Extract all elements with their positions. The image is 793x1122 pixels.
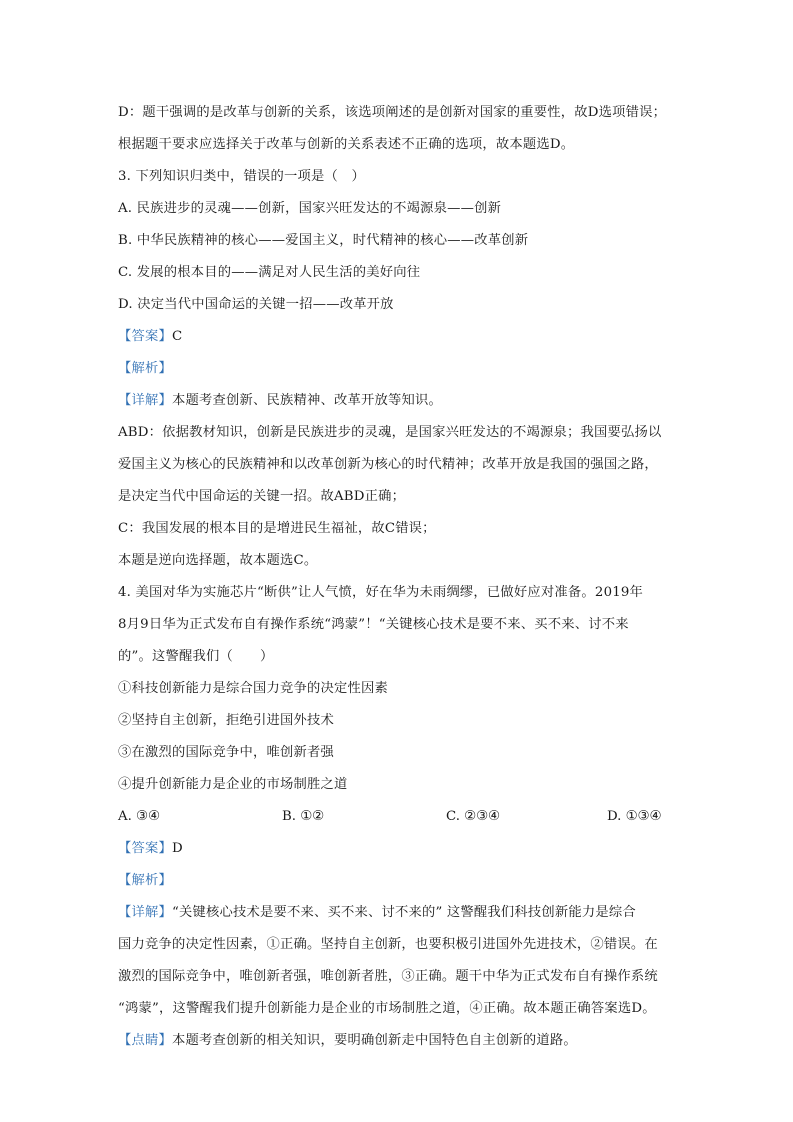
- answer-tag: 【答案】: [118, 841, 172, 856]
- option-b: B. ①②: [282, 809, 325, 824]
- option-b: B. 中华民族精神的核心——爱国主义，时代精神的核心——改革创新: [118, 233, 529, 248]
- analysis-tag: 【解析】: [118, 361, 172, 376]
- option-d: D. ①③④: [607, 809, 662, 824]
- option-a: A. ③④: [118, 809, 160, 824]
- tip-text: 本题考查创新的相关知识，要明确创新走中国特色自主创新的道路。: [172, 1033, 577, 1048]
- text-line: 是决定当代中国命运的关键一招。故ABD正确；: [118, 489, 406, 504]
- text-line: “鸿蒙”，这警醒我们提升创新能力是企业的市场制胜之道，④正确。故本题正确答案选D。: [118, 1001, 656, 1016]
- text-line: C：我国发展的根本目的是增进民生福祉，故C错误；: [118, 521, 436, 536]
- detail-tag: 【详解】: [118, 905, 172, 920]
- option-a: A. 民族进步的灵魂——创新，国家兴旺发达的不竭源泉——创新: [118, 201, 502, 216]
- detail-line: [118, 903, 688, 923]
- question-4: 4. 美国对华为实施芯片“断供”让人气愤，好在华为未雨绸缪，已做好应对准备。2019年: [118, 585, 644, 600]
- text-line: 激烈的国际竞争中，唯创新者强，唯创新者胜，③正确。题干中华为正式发布自有操作系统: [118, 969, 658, 984]
- answer-line: [118, 327, 688, 347]
- option-c: C. 发展的根本目的——满足对人民生活的美好向往: [118, 265, 421, 280]
- text-line: 8月9日华为正式发布自有操作系统“鸿蒙”！“关键核心技术是要不来、买不来、讨不来: [118, 617, 629, 632]
- answer-value: D: [172, 841, 183, 856]
- answer-tag: 【答案】: [118, 329, 172, 344]
- question-3: 3. 下列知识归类中，错误的一项是（ ）: [118, 169, 365, 184]
- text-line: 根据题干要求应选择关于改革与创新的关系表述不正确的选项，故本题选D。: [118, 137, 575, 152]
- answer-line: [118, 839, 688, 859]
- detail-tag: 【详解】: [118, 393, 172, 408]
- answer-value: C: [172, 329, 183, 344]
- text-line: 国力竞争的决定性因素，①正确。坚持自主创新，也要积极引进国外先进技术，②错误。在: [118, 937, 658, 952]
- detail-text: “关键核心技术是要不来、买不来、讨不来的” 这警醒我们科技创新能力是综合: [172, 905, 636, 920]
- text-line: D：题干强调的是改革与创新的关系，该选项阐述的是创新对国家的重要性，故D选项错误；: [118, 105, 667, 120]
- option-d: D. 决定当代中国命运的关键一招——改革开放: [118, 297, 394, 312]
- tip-tag: 【点睛】: [118, 1033, 172, 1048]
- tip-line: [118, 1031, 688, 1051]
- text-line: 本题是逆向选择题，故本题选C。: [118, 553, 318, 568]
- detail-line: [118, 391, 688, 411]
- detail-text: 本题考查创新、民族精神、改革开放等知识。: [172, 393, 442, 408]
- analysis-tag: 【解析】: [118, 873, 172, 888]
- statement-2: ②坚持自主创新，拒绝引进国外技术: [118, 713, 334, 728]
- option-c: C. ②③④: [446, 809, 500, 824]
- statement-4: ④提升创新能力是企业的市场制胜之道: [118, 777, 348, 792]
- text-line: 的”。这警醒我们（ ）: [118, 649, 274, 664]
- statement-1: ①科技创新能力是综合国力竞争的决定性因素: [118, 681, 388, 696]
- text-line: ABD：依据教材知识，创新是民族进步的灵魂，是国家兴旺发达的不竭源泉；我国要弘扬以: [118, 425, 662, 440]
- statement-3: ③在激烈的国际竞争中，唯创新者强: [118, 745, 334, 760]
- text-line: 爱国主义为核心的民族精神和以改革创新为核心的时代精神；改革开放是我国的强国之路，: [118, 457, 658, 472]
